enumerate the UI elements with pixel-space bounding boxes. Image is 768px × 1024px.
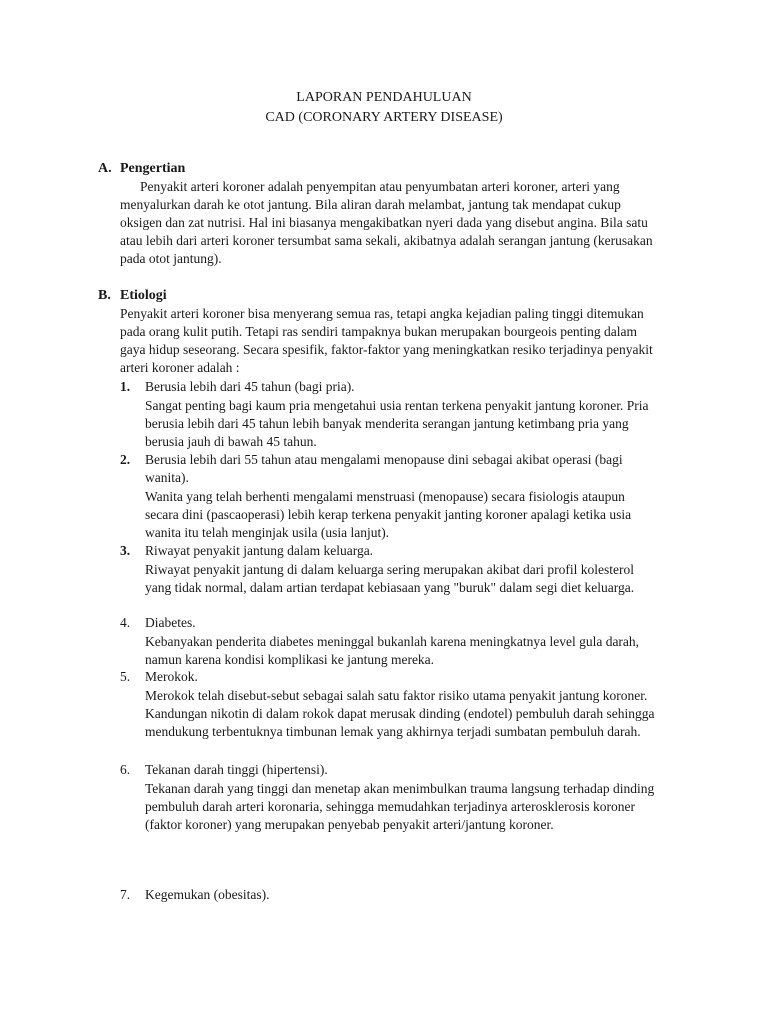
title-line-2: CAD (CORONARY ARTERY DISEASE) (265, 110, 503, 125)
list-item (120, 378, 660, 451)
item-body: Riwayat penyakit jantung di dalam keluarga sering merupakan akibat dari profil kolesterol yang tidak normal, dalam artian terdapat kebiasaan yang "buruk" dalam segi diet keluarga. (145, 562, 635, 595)
pengertian-paragraph: Penyakit arteri koroner adalah penyempitan atau penyumbatan arteri koroner, arteri yang menyalurkan darah ke otot jantung. Bila aliran darah melambat, jantung tak mendapat cukup oksigen dan zat nutrisi. Hal ini biasanya mengakibatkan nyeri dada yang disebut angina. Bila satu atau lebih dari arteri koroner tersumbat sama sekali, akibatnya adalah serangan jantung (kerusakan pada otot jantung). (120, 179, 653, 266)
item-body: Wanita yang telah berhenti mengalami menstruasi (menopause) secara fisiologis ataupun secara dini (pascaoperasi) lebih kerap terkena penyakit janting koroner apalagi ketika usia wanita itu telah menginjak usila (usia lanjut). (145, 489, 632, 540)
item-body: Kebanyakan penderita diabetes meninggal bukanlah karena meningkatnya level gula darah, namun karena kondisi komplikasi ke jantung mereka. (145, 634, 640, 667)
section-letter: B. (98, 288, 111, 303)
item-number: 5. (120, 669, 131, 684)
section-title: Etiologi (120, 288, 167, 303)
list-item (120, 886, 660, 904)
item-number: 3. (120, 543, 131, 558)
section-heading-etiologi (98, 287, 167, 305)
list-item (120, 451, 660, 542)
item-heading: Riwayat penyakit jantung dalam keluarga. (145, 543, 374, 558)
item-number: 6. (120, 762, 131, 777)
section-title: Pengertian (120, 161, 186, 176)
list-item (120, 542, 660, 597)
item-heading: Berusia lebih dari 45 tahun (bagi pria). (145, 379, 355, 394)
item-number: 7. (120, 887, 131, 902)
section-heading-pengertian (98, 160, 185, 178)
list-item (120, 614, 660, 669)
section-letter: A. (98, 161, 112, 176)
list-item (120, 761, 660, 834)
item-number: 1. (120, 379, 131, 394)
item-heading: Diabetes. (145, 615, 196, 630)
document-title (0, 88, 768, 128)
item-heading: Kegemukan (obesitas). (145, 887, 270, 902)
etiologi-paragraph: Penyakit arteri koroner bisa menyerang semua ras, tetapi angka kejadian paling tinggi ditemukan pada orang kulit putih. Tetapi ras sendiri tampaknya bukan merupakan bourgeois penting dalam gaya hidup seseorang. Secara spesifik, faktor-faktor yang meningkatkan resiko terjadinya penyakit arteri koroner adalah : (120, 306, 653, 375)
item-body: Tekanan darah yang tinggi dan menetap akan menimbulkan trauma langsung terhadap dinding pembuluh darah arteri koronaria, sehingga memudahkan terjadinya arterosklerosis koroner (faktor koroner) yang merupakan penyebab penyakit arteri/jantung koroner. (145, 781, 655, 832)
item-number: 2. (120, 452, 131, 467)
item-heading: Tekanan darah tinggi (hipertensi). (145, 762, 328, 777)
item-body: Sangat penting bagi kaum pria mengetahui usia rentan terkena penyakit jantung koroner. Pria berusia lebih dari 45 tahun lebih banyak menderita serangan jantung ketimbang pria yang berusia jauh di bawah 45 tahun. (145, 398, 649, 449)
title-line-1: LAPORAN PENDAHULUAN (296, 90, 472, 105)
list-item (120, 668, 660, 741)
item-heading: Merokok. (145, 669, 198, 684)
item-body: Merokok telah disebut-sebut sebagai salah satu faktor risiko utama penyakit jantung koroner. Kandungan nikotin di dalam rokok dapat merusak dinding (endotel) pembuluh darah sehingga mendukung terbentuknya timbunan lemak yang akhirnya terjadi sumbatan pembuluh darah. (145, 688, 655, 739)
item-number: 4. (120, 615, 131, 630)
item-heading: Berusia lebih dari 55 tahun atau mengalami menopause dini sebagai akibat operasi (bagi wanita). (145, 452, 623, 485)
